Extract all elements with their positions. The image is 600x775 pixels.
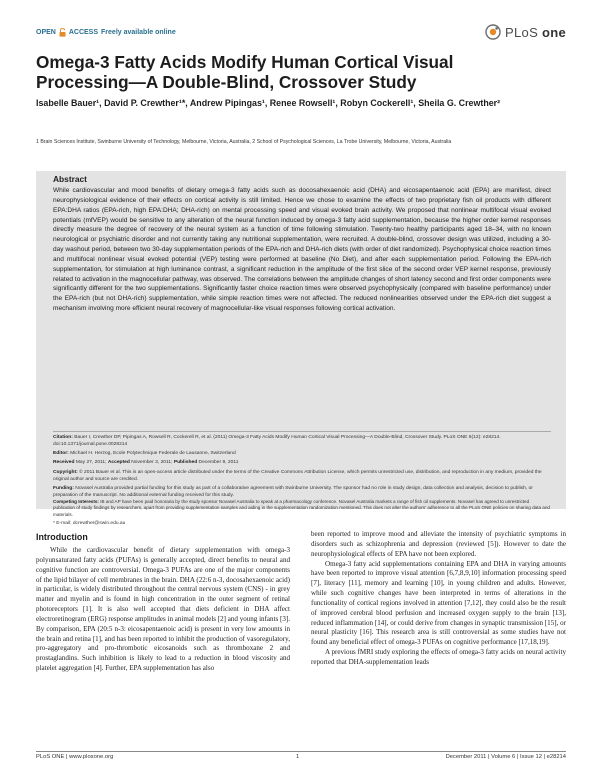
accepted-label: Accepted xyxy=(107,460,130,465)
plos-one-logo xyxy=(485,24,566,40)
affiliations: 1 Brain Sciences Institute, Swinburne University of Technology, Melbourne, Victoria, Australia, 2 School of Psychological Sciences, La Trobe University, Melbourne, Victoria, Australia xyxy=(36,139,452,145)
corresponding-email: * E-mail: dcrewther@swin.edu.au xyxy=(53,521,126,526)
footer-issue: December 2011 | Volume 6 | Issue 12 | e28214 xyxy=(445,754,566,760)
accepted-date: November 3, 2011; xyxy=(131,460,173,465)
left-column xyxy=(36,546,290,674)
editor-text: Michael H. Herzog, Ecole Polytechnique Federale de Lausanne, Switzerland xyxy=(70,451,236,456)
page-number: 1 xyxy=(296,754,300,760)
meta-divider xyxy=(53,431,551,432)
open-lock-icon xyxy=(59,28,66,37)
funding-label: Funding: xyxy=(53,486,74,491)
open-label: OPEN xyxy=(36,29,56,36)
citation-label: Citation: xyxy=(53,435,73,440)
intro-paragraph-2: been reported to improve mood and alleviate the intensity of psychiatric symptoms in disorders such as schizophrenia and depression (reviewed [5]). However to date the neurophysiological effects of EPA have not been explored. xyxy=(311,530,566,558)
copyright-text: © 2011 Bauer et al. This is an open-access article distributed under the terms of the Creative Commons Attribution License, which permits unrestricted use, distribution, and reproduction in any medium, provided the original author and source are credited. xyxy=(53,470,542,483)
one-wordmark: one xyxy=(541,24,566,40)
footer-divider xyxy=(36,751,566,752)
journal-header xyxy=(36,24,566,44)
footer-journal: PLoS ONE | www.plosone.org xyxy=(36,754,114,760)
published-label: Published xyxy=(173,460,198,465)
abstract-heading: Abstract xyxy=(53,174,87,184)
plos-wordmark: PLoS xyxy=(505,24,539,40)
copyright-label: Copyright: xyxy=(53,470,78,475)
introduction-heading: Introduction xyxy=(36,532,88,542)
competing-interests-block xyxy=(53,499,551,518)
author-list: Isabelle Bauer¹, David P. Crewther¹*, Andrew Pipingas¹, Renee Rowsell¹, Robyn Cockerell¹, Sheila G. Crewther² xyxy=(36,98,501,108)
plos-logo-text xyxy=(505,25,566,40)
dates-block xyxy=(53,459,551,466)
editor-block xyxy=(53,450,551,457)
article-title: Omega-3 Fatty Acids Modify Human Cortical Visual Processing—A Double-Blind, Crossover Study xyxy=(36,52,454,92)
funding-block xyxy=(53,485,551,499)
open-access-badge xyxy=(36,28,176,37)
funding-text: Novasel Australia provided partial funding for this study as part of a collaborative agreement with Swinburne University. The sponsor had no role in study design, data collection and analysis, decision to publish, or preparation of the manuscript. No additional external funding received for this study. xyxy=(53,486,533,499)
citation-text: Bauer I, Crewther DP, Pipingas A, Rowsell R, Cockerell R, et al. (2011) Omega-3 Fatty Acids Modify Human Cortical Visual Processing—A Double-Blind, Crossover Study. PLoS ONE 6(12): e28214. doi:10.1371/journal.pone.0028214 xyxy=(53,435,501,448)
plos-logo-icon xyxy=(485,24,501,40)
access-label: ACCESS xyxy=(68,29,99,36)
intro-paragraph-4: A previous fMRI study exploring the effects of omega-3 fatty acids on neural activity reported that DHA-supplementation leads xyxy=(311,648,566,666)
published-date: December 9, 2011 xyxy=(198,460,239,465)
received-label: Received xyxy=(53,460,75,465)
received-date: May 27, 2011; xyxy=(75,460,107,465)
citation-block xyxy=(53,434,551,448)
email-block xyxy=(53,520,551,527)
free-online-label: Freely available online xyxy=(101,29,176,36)
intro-paragraph-3: Omega-3 fatty acid supplementations containing EPA and DHA in varying amounts have been reported to improve visual attention [6,7,8,9,10] information processing speed [7], literacy [11], memory and learning [10], in young children and adults. However, while such cognitive changes have been interpreted in terms of alterations in the functionality of cortical regions involved in attention [7,12], they could also be the result of improved cerebral blood perfusion and increased oxygen supply to the brain [13], reduced inflammation [14], or could derive from changes in synaptic transmission [15], or neural plasticity [16]. This research area is still controversial as some studies have not found any beneficial effect of omega-3 PUFAs on cognitive performance [17,18,19]. xyxy=(311,559,566,647)
abstract-body: While cardiovascular and mood benefits of dietary omega-3 fatty acids such as docosahexaenoic acid (DHA) and eicosapentaenoic acid (EPA) are manifest, direct neurophysiological evidence of their effects on cortical activity is still limited. Hence we chose to examine the effects of two proprietary fish oil products with different EPA:DHA ratios (EPA-rich, high EPA:DHA; DHA-rich) on mental processing speed and visual evoked brain activity. We proposed that nonlinear multifocal visual evoked potentials (mfVEP) would be sensitive to any alteration of the neural function induced by omega-3 fatty acid supplementation, because the higher order kernel responses directly measure the degree of recovery of the neural system as a function of time following stimulation. Twenty-two healthy participants aged 18–34, with no known neurological or psychiatric disorder and not currently taking any nutritional supplementation, were recruited. A double-blind, crossover design was utilized, including a 30-day washout period, between two 30-day supplementation periods of the EPA-rich and DHA-rich diets (with order of diet randomized). Psychophysical choice reaction times and multifocal nonlinear visual evoked potential (VEP) testing were performed at baseline (No Diet), and after each supplementation period. Following the EPA-rich supplementation, for stimulation at high luminance contrast, a significant reduction in the amplitude of the first slice of the second order VEP kernel response, previously related to activation in the magnocellular pathway, was observed. The correlations between the amplitude changes of short latency second and first order components were significantly different for the two supplementations. Significantly faster choice reaction times were observed psychophysically (compared with baseline performance) under the EPA-rich (but not DHA-rich) supplementation, while simple reaction times were not affected. The reduced nonlinearities observed under the EPA-rich diet suggest a mechanism involving more efficient neural recovery of magnocellular-like visual responses following cortical activation. xyxy=(53,187,551,313)
competing-text: IB and AP have been paid honoraria by the study sponsor Novasel Australia to speak at a pharmacology conference. Novasel Australia markets a range of fish oil supplements. Novasel has agreed to unrestricted publication of study findings by researchers, apart from providing supplementation samples and aiding in the supplementation randomization mentioned. This does not alter the authors' adherence to all the PLoS ONE policies on sharing data and materials. xyxy=(53,499,550,517)
competing-label: Competing Interests: xyxy=(53,499,99,504)
right-column xyxy=(311,530,566,668)
copyright-block xyxy=(53,469,551,483)
editor-label: Editor: xyxy=(53,451,69,456)
intro-paragraph-1: While the cardiovascular benefit of dietary supplementation with omega-3 polyunsaturated fatty acids (PUFAs) is generally accepted, direct benefits to neural and cognitive function are controversial. Omega-3 PUFAs are one of the major components of the lipid bilayer of cell membranes in the brain. DHA (22:6 n-3, docosahexaenoic acid) in particular, is widely distributed throughout the central nervous system (CNS) - in grey matter and myelin and is found in high concentration in the outer segment of retinal photoreceptors [1]. It is also well accepted that diets deficient in DHA affect electroretinogram (ERG) response amplitudes in animal models [2] and young infants [3]. By comparison, EPA (20:5 n-3: eicosapentaenoic acid) is present in very low amounts in the brain and retina [1], and has been reported to inhibit the production of vasoregulatory, pro-aggregatory and pro-thrombotic eicosanoids such as thromboxane 2 and prostaglandins. Such inhibition is likely to lead to a reduction in blood viscosity and platelet aggregation [4]. Further, EPA supplementation has also xyxy=(36,546,291,673)
